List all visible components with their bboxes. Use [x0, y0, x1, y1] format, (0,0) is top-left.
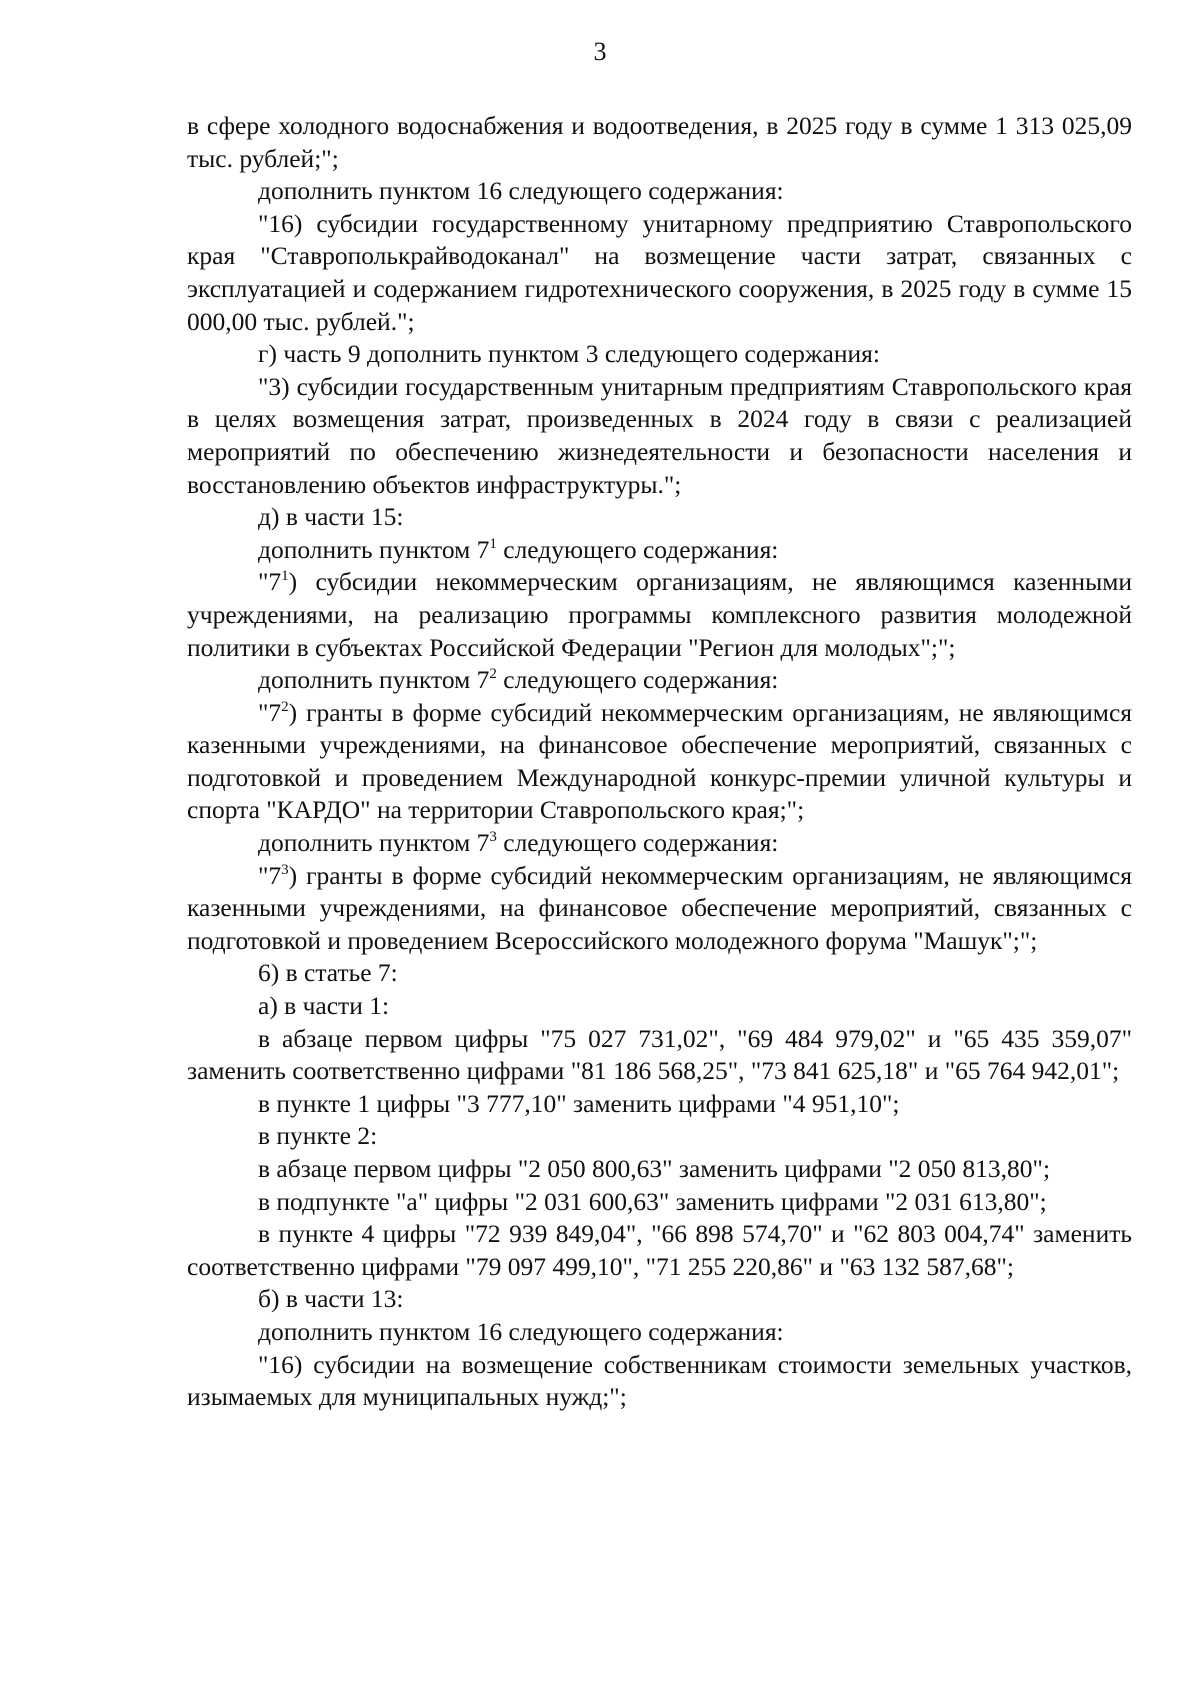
- paragraph-6: д) в части 15:: [258, 502, 404, 532]
- paragraph-10-text-before: "7: [258, 697, 282, 727]
- page-number: 3: [593, 37, 607, 66]
- paragraph-15: в абзаце первом цифры "75 027 731,02", "69 484 979,02" и "65 435 359,07" заменить соответственно цифрами "81 186 568,25", "73 841 625,18" и "65 764 942,01";: [187, 1023, 1132, 1086]
- paragraph-7-superscript: 1: [489, 535, 497, 552]
- paragraph-11: [187, 827, 1132, 860]
- paragraph-9-superscript: 2: [489, 666, 497, 683]
- paragraph-11-text-after: следующего содержания:: [496, 828, 779, 858]
- paragraph-8: [187, 566, 1132, 664]
- paragraph-5: "3) субсидии государственным унитарным предприятиям Ставропольского края в целях возмещения затрат, произведенных в 2024 году в связи с реализацией мероприятий по обеспечению жизнедеятельности и безопасности населения и восстановлению объектов инфраструктуры.";: [187, 371, 1132, 499]
- paragraph-8-text-after: ) субсидии некоммерческим организациям, не являющимся казенными учреждениями, на реализацию программы комплексного развития молодежной политики в субъектах Российской Федерации "Регион для молодых";";: [187, 567, 1132, 662]
- paragraph-2: дополнить пунктом 16 следующего содержания:: [258, 176, 784, 206]
- paragraph-19: в подпункте "а" цифры "2 031 600,63" заменить цифрами "2 031 613,80";: [258, 1186, 1047, 1216]
- paragraph-14: а) в части 1:: [258, 991, 390, 1021]
- paragraph-4: г) часть 9 дополнить пунктом 3 следующего содержания:: [258, 339, 880, 369]
- paragraph-10-superscript: 2: [281, 698, 289, 715]
- paragraph-16: в пункте 1 цифры "3 777,10" заменить цифрами "4 951,10";: [258, 1088, 900, 1118]
- paragraph-12: [187, 860, 1132, 958]
- paragraph-11-superscript: 3: [489, 829, 497, 846]
- document-body: [187, 110, 1132, 1414]
- paragraph-10: [187, 697, 1132, 827]
- paragraph-21: б) в части 13:: [258, 1284, 404, 1314]
- paragraph-22: дополнить пунктом 16 следующего содержания:: [258, 1316, 784, 1346]
- paragraph-7: [187, 534, 1132, 567]
- paragraph-12-superscript: 3: [281, 861, 289, 878]
- paragraph-10-text-after: ) гранты в форме субсидий некоммерческим организациям, не являющимся казенными учреждениями, на финансовое обеспечение мероприятий, связанных с подготовкой и проведением Международной конкурс-премии уличной культуры и спорта "КАРДО" на территории Ставропольского края;";: [187, 697, 1132, 825]
- paragraph-7-text-before: дополнить пунктом 7: [258, 534, 490, 564]
- paragraph-9: [187, 664, 1132, 697]
- paragraph-11-text-before: дополнить пунктом 7: [258, 828, 490, 858]
- paragraph-8-superscript: 1: [281, 568, 289, 585]
- paragraph-12-text-after: ) гранты в форме субсидий некоммерческим организациям, не являющимся казенными учреждениями, на финансовое обеспечение мероприятий, связанных с подготовкой и проведением Всероссийского молодежного форума "Машук";";: [187, 860, 1132, 955]
- paragraph-23: "16) субсидии на возмещение собственникам стоимости земельных участков, изымаемых для муниципальных нужд;";: [187, 1349, 1132, 1412]
- paragraph-20: в пункте 4 цифры "72 939 849,04", "66 898 574,70" и "62 803 004,74" заменить соответственно цифрами "79 097 499,10", "71 255 220,86" и "63 132 587,68";: [187, 1219, 1132, 1281]
- paragraph-9-text-before: дополнить пунктом 7: [258, 665, 490, 695]
- paragraph-13: 6) в статье 7:: [258, 958, 398, 988]
- paragraph-3: "16) субсидии государственному унитарному предприятию Ставропольского края "Ставрополькрайводоканал" на возмещение части затрат, связанных с эксплуатацией и содержанием гидротехнического сооружения, в 2025 году в сумме 15 000,00 тыс. рублей.";: [187, 208, 1132, 336]
- paragraph-12-text-before: "7: [258, 860, 282, 890]
- paragraph-9-text-after: следующего содержания:: [496, 665, 779, 695]
- paragraph-17: в пункте 2:: [258, 1121, 378, 1151]
- paragraph-8-text-before: "7: [258, 567, 282, 597]
- paragraph-1: в сфере холодного водоснабжения и водоотведения, в 2025 году в сумме 1 313 025,09 тыс. рублей;";: [187, 111, 1132, 173]
- paragraph-7-text-after: следующего содержания:: [496, 534, 779, 564]
- paragraph-18: в абзаце первом цифры "2 050 800,63" заменить цифрами "2 050 813,80";: [258, 1154, 1051, 1183]
